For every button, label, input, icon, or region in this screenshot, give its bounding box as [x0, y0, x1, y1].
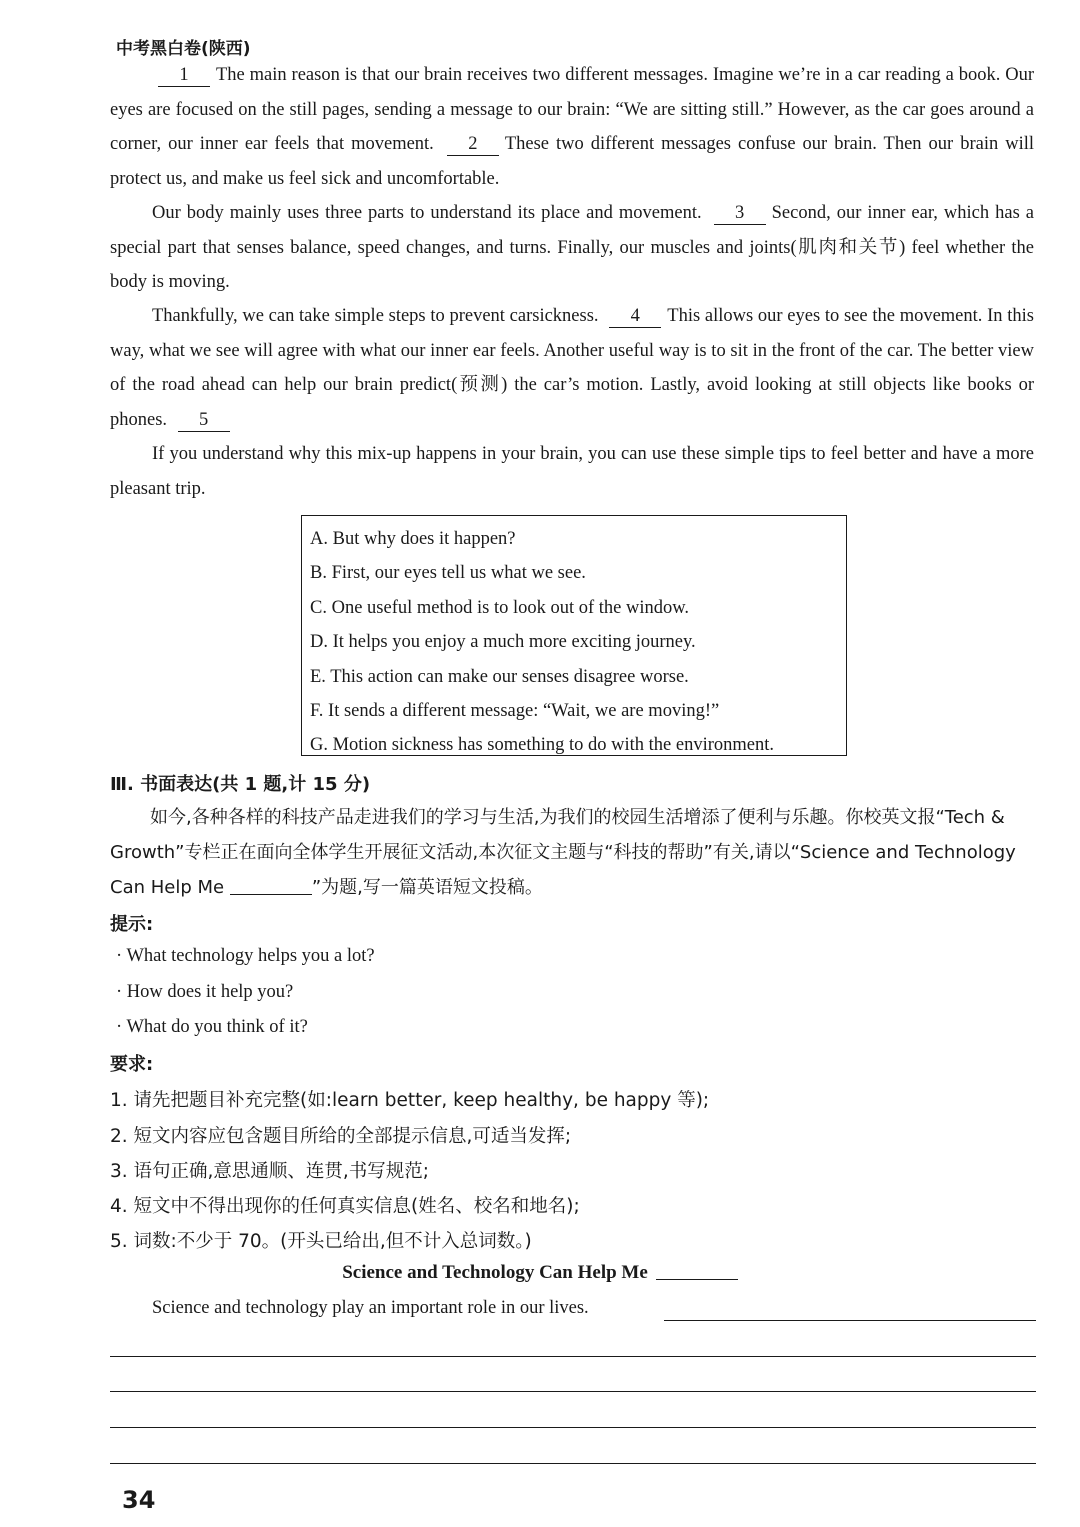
- tip-item: · How does it help you?: [116, 982, 294, 1002]
- requirement-item: 3. 语句正确,意思通顺、连贯,书写规范;: [110, 1161, 430, 1182]
- answer-blank-5[interactable]: 5: [178, 409, 230, 432]
- essay-title-blank[interactable]: [656, 1279, 738, 1280]
- passage-paragraph-4: [110, 437, 1034, 506]
- answer-blank-3[interactable]: 3: [714, 202, 766, 225]
- option-g: G. Motion sickness has something to do with the environment.: [310, 735, 774, 756]
- requirement-item: 1. 请先把题目补充完整(如:learn better, keep healthy, be happy 等);: [110, 1090, 710, 1111]
- paragraph-2-text-b: Second, our inner ear, which has a special part that senses balance, speed changes, and turns. Finally, our muscles and joints(肌肉和关节) feel whether the body is moving.: [110, 203, 1034, 292]
- paragraph-1-text-a: The main reason is that our brain receives two different messages. Imagine we’re in a car reading a book. Our eyes are focused on the still pages, sending a message to our brain: “We are sitting still.” However, as the car goes around a corner, our inner ear feels that movement.: [110, 65, 1034, 154]
- passage-paragraph-2: [110, 196, 1034, 300]
- tips-label: 提示:: [110, 914, 154, 935]
- writing-line[interactable]: [110, 1391, 1036, 1392]
- paragraph-3-text-b: This allows our eyes to see the movement. In this way, what we see will agree with what our inner ear feels. Another useful way is to sit in the front of the car. The better view of the road ahead can help our brain predict(预测) the car’s motion. Lastly, avoid looking at still objects like books or phones.: [110, 306, 1034, 430]
- writing-line[interactable]: [664, 1320, 1036, 1321]
- requirement-item: 5. 词数:不少于 70。(开头已给出,但不计入总词数。): [110, 1231, 532, 1252]
- option-c: C. One useful method is to look out of the window.: [310, 597, 690, 618]
- passage-paragraph-3: [110, 299, 1034, 437]
- requirement-item: 2. 短文内容应包含题目所给的全部提示信息,可适当发挥;: [110, 1126, 572, 1147]
- paragraph-4-text: If you understand why this mix-up happens in your brain, you can use these simple tips to feel better and have a more pleasant trip.: [110, 444, 1034, 499]
- requirement-item: 4. 短文中不得出现你的任何真实信息(姓名、校名和地名);: [110, 1196, 580, 1217]
- essay-title: [0, 1262, 1080, 1284]
- task-title-blank[interactable]: [230, 894, 312, 895]
- paragraph-3-text-a: Thankfully, we can take simple steps to prevent carsickness.: [152, 306, 599, 326]
- options-box: [301, 515, 847, 756]
- option-d: D. It helps you enjoy a much more exciting journey.: [310, 632, 696, 653]
- answer-blank-2[interactable]: 2: [447, 133, 499, 156]
- requirements-label: 要求:: [110, 1054, 154, 1075]
- option-a: A. But why does it happen?: [310, 529, 516, 549]
- section-title: Ⅲ. 书面表达(共 1 题,计 15 分): [110, 774, 371, 795]
- paragraph-2-text-a: Our body mainly uses three parts to understand its place and movement.: [152, 203, 702, 223]
- writing-line[interactable]: [110, 1463, 1036, 1464]
- answer-blank-4[interactable]: 4: [609, 305, 661, 328]
- writing-task-description: [110, 800, 1036, 905]
- option-f: F. It sends a different message: “Wait, we are moving!”: [310, 700, 720, 721]
- task-text-b: ”为题,写一篇英语短文投稿。: [311, 877, 543, 898]
- exam-header: 中考黑白卷(陕西): [116, 39, 251, 59]
- option-e: E. This action can make our senses disagree worse.: [310, 666, 689, 687]
- writing-line[interactable]: [110, 1427, 1036, 1428]
- tip-item: · What technology helps you a lot?: [116, 946, 375, 966]
- answer-blank-1[interactable]: 1: [158, 64, 210, 87]
- essay-opening-sentence: Science and technology play an important role in our lives.: [152, 1298, 589, 1318]
- task-text-a: 如今,各种各样的科技产品走进我们的学习与生活,为我们的校园生活增添了便利与乐趣。你校英文报“Tech & Growth”专栏正在面向全体学生开展征文活动,本次征文主题与“科技的帮助”有关,请以“Science and Technology Can Help Me: [110, 807, 1016, 898]
- option-b: B. First, our eyes tell us what we see.: [310, 563, 586, 584]
- writing-line[interactable]: [110, 1356, 1036, 1357]
- essay-title-text: Science and Technology Can Help Me: [342, 1262, 648, 1283]
- tip-item: · What do you think of it?: [116, 1017, 308, 1037]
- paragraph-1-text-b: These two different messages confuse our brain. Then our brain will protect us, and make us feel sick and uncomfortable.: [110, 134, 1035, 189]
- passage-paragraph-1: [110, 58, 1034, 196]
- page-number: 34: [122, 1486, 156, 1514]
